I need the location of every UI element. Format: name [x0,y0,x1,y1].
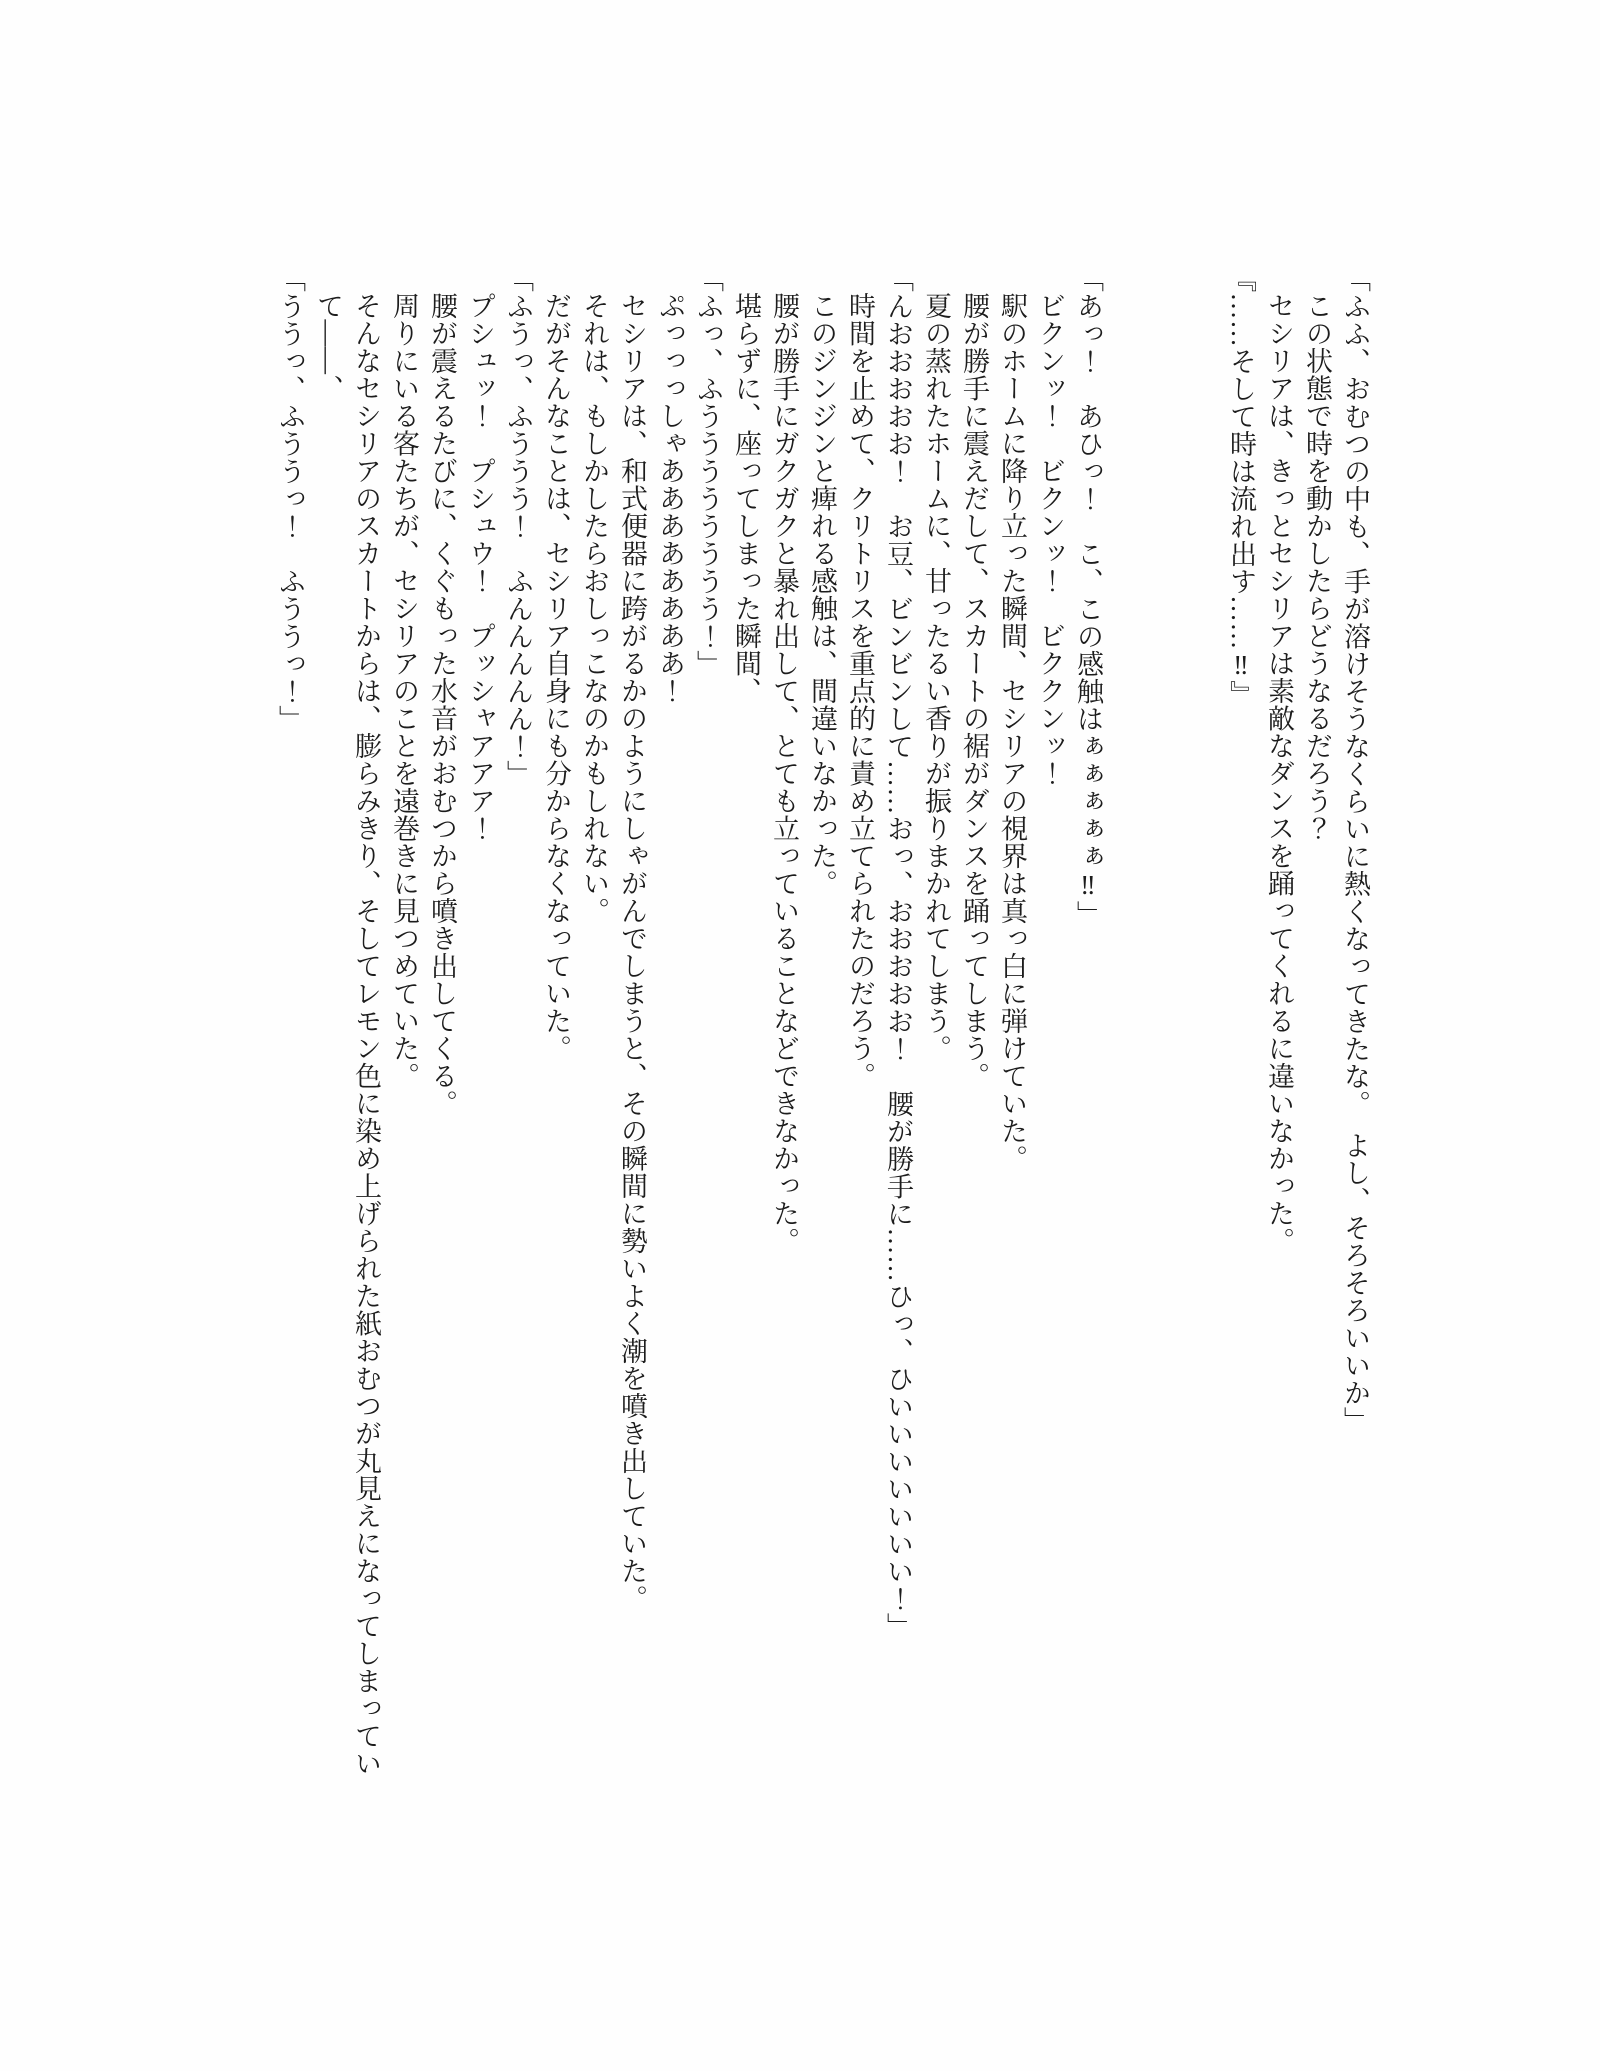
text-column-paragraph-15: 「ふっ、ふうううううううう！」 [693,265,723,678]
text-column-paragraph-8: 腰が勝手に震えだして、スカートの裾がダンスを踊ってしまう。 [959,292,989,1090]
text-column-paragraph-9: 夏の蒸れたホームに、甘ったるい香りが振りまかれてしまう。 [921,292,951,1062]
text-column-paragraph-12: このジンジンと痺れる感触は、間違いなかった。 [807,292,837,897]
text-column-paragraph-10: 「んおおおおお！ お豆、ビンビンして……おっ、おおおおお！ 腰が勝手に……ひっ、ひいいいいいいい！」 [883,265,913,1640]
text-column-paragraph-1: 「ふふ、おむつの中も、手が溶けそうなくらいに熱くなってきたな。 よし、そろそろいいか」 [1340,265,1370,1434]
text-column-paragraph-13: 腰が勝手にガクガクと暴れ出して、とても立っていることなどできなかった。 [769,292,799,1255]
text-column-paragraph-24: そんなセシリアのスカートからは、膨らみきり、そしてレモン色に染め上げられた紙おむつが丸見えになってしまっていて――、 [313,292,381,1777]
text-column-paragraph-23: 周りにいる客たちが、セシリアのことを遠巻きに見つめていた。 [389,292,419,1090]
text-column-paragraph-19: だがそんなことは、セシリア自身にも分からなくなっていた。 [541,292,571,1062]
text-column-paragraph-3: セシリアは、きっとセシリアは素敵なダンスを踊ってくれるに違いなかった。 [1264,292,1294,1255]
text-column-paragraph-21: プシュッ！ プシュウ！ プッシャアアア！ [465,292,495,842]
text-column-paragraph-4: 『……そして時は流れ出す……‼』 [1226,265,1256,708]
vertical-text-block [271,265,1374,1780]
text-column-paragraph-6: ビクンッ！ ビクンッ！ ビククンッ！ [1035,292,1065,787]
text-column-paragraph-2: この状態で時を動かしたらどうなるだろう？ [1302,292,1332,842]
text-column-paragraph-11: 時間を止めて、クリトリスを重点的に責め立てられたのだろう。 [845,292,875,1090]
text-column-paragraph-18: それは、もしかしたらおしっこなのかもしれない。 [579,292,609,925]
text-column-paragraph-20: 「ふうっ、ふううう！ ふんんんんん！」 [503,265,533,788]
text-column-paragraph-16: ぷっっっしゃああああああああ！ [655,292,685,705]
text-column-paragraph-7: 駅のホームに降り立った瞬間、セシリアの視界は真っ白に弾けていた。 [997,292,1027,1172]
text-column-paragraph-22: 腰が震えるたびに、くぐもった水音がおむつから噴き出してくる。 [427,292,457,1117]
text-column-paragraph-5: 「あっ！ あひっ！ こ、この感触はぁぁぁぁぁ‼」 [1073,265,1103,928]
text-column-paragraph-25: 「ううっ、ふううっ！ ふううっ！」 [275,265,305,733]
text-column-paragraph-17: セシリアは、和式便器に跨がるかのようにしゃがんでしまうと、その瞬間に勢いよく潮を噴き出していた。 [617,292,647,1612]
text-column-paragraph-14: 堪らずに、座ってしまった瞬間、 [731,292,761,705]
